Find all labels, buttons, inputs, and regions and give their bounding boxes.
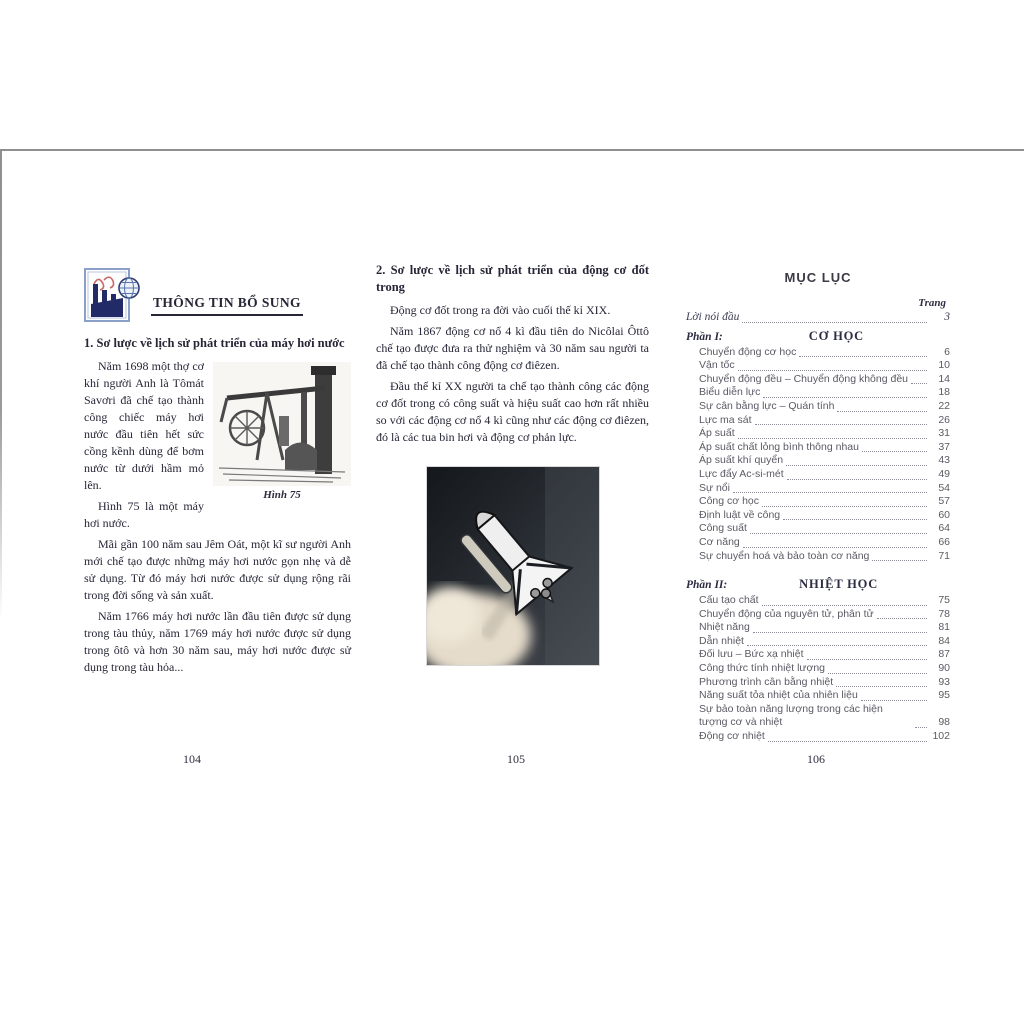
toc-entry: [686, 536, 950, 550]
toc-entry: [686, 386, 950, 400]
page-number-106: 106: [807, 752, 825, 766]
toc-entry: [686, 621, 950, 635]
toc-entry-page: 64: [938, 522, 950, 535]
toc-dotted-leader: [738, 370, 927, 371]
toc-entry-page: 84: [938, 634, 950, 647]
toc-dotted-leader: [762, 506, 927, 507]
toc-entry-page: 18: [938, 386, 950, 399]
toc-dotted-leader: [762, 605, 927, 606]
figure-75: [213, 362, 351, 530]
section-2-heading: 2. Sơ lược về lịch sử phát triển của động cơ đốt trong: [376, 263, 649, 294]
toc-dotted-leader: [799, 356, 927, 357]
page-number-105: 105: [507, 752, 525, 766]
page-106: [686, 270, 950, 744]
toc-dotted-leader: [743, 547, 927, 548]
toc-entry-label: Dẫn nhiệt: [699, 634, 744, 647]
figure-75-caption: Hình 75: [263, 489, 301, 501]
toc-entry-page: 90: [938, 662, 950, 675]
toc-entry: [686, 676, 950, 690]
toc-entry: [686, 730, 950, 744]
toc-dotted-leader: [768, 741, 927, 742]
toc-entry: [686, 648, 950, 662]
toc-dotted-leader: [783, 519, 927, 520]
toc-dotted-leader: [742, 322, 927, 323]
toc-entry-page: 26: [938, 413, 950, 426]
toc-dotted-leader: [836, 686, 927, 687]
toc-entry-page: 93: [938, 675, 950, 688]
toc-entry-label: Chuyển động đều – Chuyển động không đều: [699, 372, 909, 385]
toc-entry: [686, 495, 950, 509]
toc-entry-page: 37: [938, 440, 950, 453]
toc-section-title: CƠ HỌC: [808, 328, 864, 343]
toc-dotted-leader: [807, 659, 927, 660]
toc-dotted-leader: [915, 727, 927, 728]
toc-entry-label: Sự nổi: [699, 481, 730, 494]
toc-entry-page: 31: [938, 427, 950, 440]
paragraph: Năm 1867 động cơ nổ 4 kì đầu tiên do Nicôlai Ôttô chế tạo được đưa ra thử nghiệm và 30 năm sau người ta đã chế tạo thành công động cơ điêzen.: [376, 324, 649, 372]
paragraph: Mãi gần 100 năm sau Jêm Oát, một kĩ sư người Anh mới chế tạo được những máy hơi nước gọn nhẹ và dễ sử dụng. Từ đó máy hơi nước được sử dụng rộng rãi trong đời sống và sản xuất.: [84, 537, 351, 602]
scan-page-left-edge: [0, 151, 2, 621]
toc-entry-label: Vận tốc: [699, 359, 735, 372]
toc-entry: [686, 359, 950, 373]
toc-title: MỤC LỤC: [784, 270, 852, 285]
toc-entry-label: Công suất: [699, 522, 747, 535]
toc-page-column-label: Trang: [918, 297, 946, 309]
factory-globe-stamp-icon: [84, 268, 142, 322]
toc-dotted-leader: [763, 397, 927, 398]
toc-entry-page: 102: [932, 730, 950, 743]
toc-dotted-leader: [837, 411, 927, 412]
toc-entry-page: 78: [938, 607, 950, 620]
toc-entry-page: 57: [938, 495, 950, 508]
toc-dotted-leader: [786, 465, 927, 466]
toc-entry-page: 81: [938, 621, 950, 634]
toc-entry-page: 6: [944, 345, 950, 358]
toc-entry: [686, 482, 950, 496]
steam-engine-engraving: [213, 362, 351, 486]
toc-dotted-leader: [862, 451, 927, 452]
toc-entry-label: Áp suất chất lỏng bình thông nhau: [699, 440, 859, 453]
toc-entry-page: 22: [938, 399, 950, 412]
toc-entry: [686, 441, 950, 455]
toc-entry-label: Công cơ học: [699, 495, 760, 508]
toc-entry-page: 87: [938, 648, 950, 661]
toc-entry-label: Áp suất: [699, 427, 735, 440]
page-number-104: 104: [183, 752, 201, 766]
toc-entry-label: Sự cân bằng lực – Quán tính: [699, 399, 835, 412]
toc-entry-page: 43: [938, 454, 950, 467]
toc-list: [686, 311, 950, 744]
toc-dotted-leader: [747, 645, 927, 646]
toc-entry-page: 75: [938, 594, 950, 607]
toc-dotted-leader: [750, 533, 927, 534]
toc-part-label: Phần II:: [686, 579, 728, 592]
toc-entry: [686, 414, 950, 428]
toc-entry-page: 95: [938, 689, 950, 702]
toc-entry-label: Động cơ nhiệt: [699, 730, 765, 743]
page-105: [376, 262, 649, 666]
section-1-heading: 1. Sơ lược về lịch sử phát triển của máy hơi nước: [84, 336, 345, 350]
toc-entry-label: Sự chuyển hoá và bảo toàn cơ năng: [699, 549, 870, 562]
paragraph-text: Năm 1698 một thợ cơ khí người Anh là Tômát Savơri đã chế tạo thành công chiếc máy hơi nước đầu tiên hết sức cồng kềnh dùng để bơm nước từ dưới hầm mỏ lên.: [84, 359, 204, 492]
toc-entry: [686, 373, 950, 387]
paragraph: Hình 75 là một máy hơi nước.: [84, 499, 204, 530]
page-104: [84, 268, 351, 680]
toc-entry: [686, 608, 950, 622]
toc-entry-label: Công thức tính nhiệt lượng: [699, 662, 826, 675]
paragraph: [84, 358, 351, 501]
toc-entry-label: Chuyển động của nguyên tử, phân tử: [699, 607, 874, 620]
toc-entry-label: Đối lưu – Bức xạ nhiệt: [699, 648, 804, 661]
toc-section-title: NHIỆT HỌC: [799, 577, 879, 592]
paragraph: Đầu thế kỉ XX người ta chế tạo thành công các động cơ đốt trong có công suất và hiệu suất cao hơn rất nhiều so với các động cơ nổ 4 kì cũng như các động cơ điêzen, đó là các tua bin hơi và động cơ phản lực.: [376, 379, 649, 444]
toc-entry: [686, 594, 950, 608]
toc-entry-page: 3: [944, 311, 950, 323]
toc-entry: [686, 468, 950, 482]
toc-section-header: [686, 575, 950, 594]
toc-dotted-leader: [733, 492, 927, 493]
toc-entry-label: Nhiệt năng: [699, 621, 750, 634]
toc-dotted-leader: [828, 673, 927, 674]
toc-section-header: [686, 327, 950, 346]
toc-entry-label: Lực ma sát: [699, 413, 752, 426]
toc-dotted-leader: [738, 438, 927, 439]
toc-entry: [686, 689, 950, 703]
toc-entry-page: 66: [938, 535, 950, 548]
supplementary-info-title: THÔNG TIN BỔ SUNG: [151, 295, 303, 316]
toc-entry: [686, 346, 950, 360]
toc-entry-label: Lực đẩy Ac-si-mét: [699, 467, 784, 480]
toc-entry: [686, 400, 950, 414]
toc-entry-label: Sự bảo toàn năng lượng trong các hiện tượng cơ và nhiệt: [699, 702, 883, 729]
toc-entry: [686, 427, 950, 441]
toc-entry: [686, 454, 950, 468]
toc-entry-label: Lời nói đầu: [686, 311, 740, 323]
toc-dotted-leader: [872, 560, 927, 561]
toc-entry-label: Chuyển động cơ học: [699, 345, 797, 358]
toc-entry: [686, 509, 950, 523]
toc-dotted-leader: [755, 424, 927, 425]
toc-entry-label: Phương trình cân bằng nhiệt: [699, 675, 834, 688]
toc-entry-page: 14: [938, 372, 950, 385]
toc-entry-label: Năng suất tỏa nhiệt của nhiên liệu: [699, 689, 858, 702]
toc-entry: [686, 550, 950, 564]
toc-entry: [686, 703, 950, 730]
toc-entry-label: Cấu tạo chất: [699, 594, 759, 607]
toc-entry-label: Áp suất khí quyển: [699, 454, 784, 467]
toc-entry-label: Cơ năng: [699, 535, 740, 548]
scan-page-top-edge: [0, 149, 1024, 151]
toc-dotted-leader: [787, 479, 927, 480]
toc-entry-label: Biểu diễn lực: [699, 386, 761, 399]
toc-entry: [686, 662, 950, 676]
toc-entry-page: 60: [938, 508, 950, 521]
paragraph: Động cơ đốt trong ra đời vào cuối thế kỉ XIX.: [390, 303, 611, 317]
toc-entry-page: 10: [938, 359, 950, 372]
toc-dotted-leader: [877, 618, 927, 619]
toc-dotted-leader: [861, 700, 927, 701]
toc-dotted-leader: [911, 383, 927, 384]
toc-entry: [686, 635, 950, 649]
space-shuttle-launch-photo: [426, 466, 600, 666]
toc-entry-page: 98: [938, 716, 950, 729]
toc-entry-page: 71: [938, 549, 950, 562]
toc-entry-label: Định luật về công: [699, 508, 781, 521]
supplementary-info-header: [84, 268, 351, 322]
toc-dotted-leader: [753, 632, 927, 633]
toc-entry: [686, 522, 950, 536]
toc-part-label: Phần I:: [686, 330, 723, 343]
paragraph: Năm 1766 máy hơi nước lần đầu tiên được sử dụng trong tàu thủy, năm 1769 máy hơi nước được sử dụng trong ôtô và hơn 30 năm sau, máy hơi nước được sử dụng trong tàu hỏa...: [84, 609, 351, 674]
toc-entry-page: 54: [938, 481, 950, 494]
toc-entry: [686, 311, 950, 325]
toc-entry-page: 49: [938, 467, 950, 480]
